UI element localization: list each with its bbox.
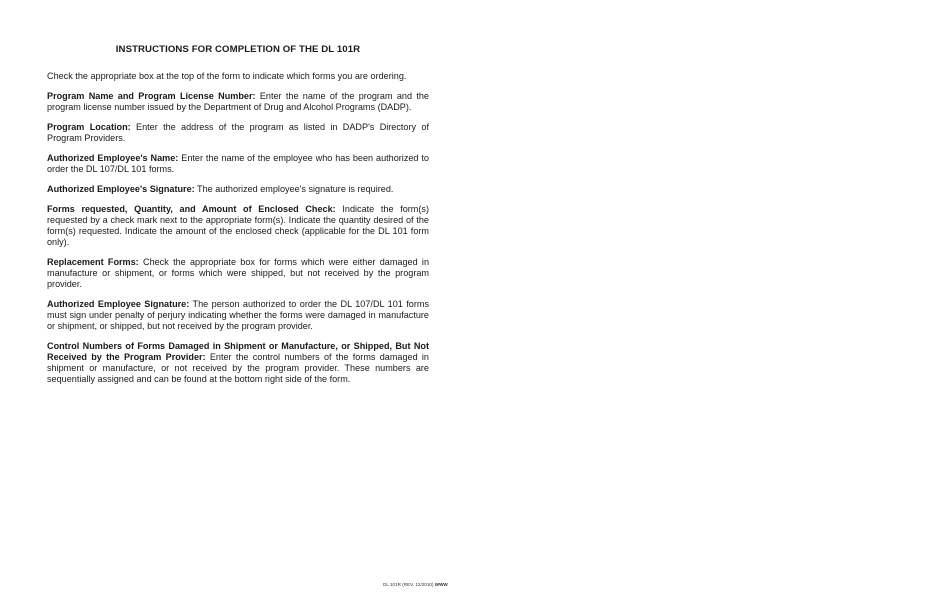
section-text: The authorized employee's signature is required. [194, 184, 394, 194]
instructions-page [47, 44, 429, 394]
footer-suffix: WWW [434, 582, 448, 587]
section-label: Control Numbers of Forms Damaged in Shipment or Manufacture, or Shipped, But Not Received by the Program Provider: [47, 341, 429, 362]
section-text: Enter the control numbers of the forms damaged in shipment or manufacture, or not received by the program provider. These numbers are sequentially assigned and can be found at the bottom right side of the form. [47, 352, 429, 384]
section-text: Enter the name of the employee who has been authorized to order the DL 107/DL 101 forms. [47, 153, 429, 174]
section-control-numbers [47, 341, 429, 385]
section-label: Program Name and Program License Number: [47, 91, 256, 101]
form-id: DL 101R (REV. 12/2010) [383, 582, 434, 587]
section-label: Authorized Employee's Signature: [47, 184, 195, 194]
section-text: Enter the name of the program and the program license number issued by the Department of Drug and Alcohol Programs (DADP). [47, 91, 429, 112]
section-program-location [47, 122, 429, 144]
section-text: Indicate the form(s) requested by a check mark next to the appropriate form(s). Indicate the quantity desired of the form(s) requested. Indicate the amount of the enclosed check (applicable for the DL 101 form only). [47, 204, 429, 247]
section-label: Replacement Forms: [47, 257, 139, 267]
page-title: INSTRUCTIONS FOR COMPLETION OF THE DL 101R [115, 44, 361, 55]
section-label: Authorized Employee Signature: [47, 299, 190, 309]
section-employee-signature [47, 184, 429, 195]
section-text: Enter the address of the program as listed in DADP's Directory of Program Providers. [47, 122, 429, 143]
section-replacement-forms [47, 257, 429, 290]
section-text: The person authorized to order the DL 107/DL 101 forms must sign under penalty of perjury indicating whether the forms were damaged in manufacture or shipment, or shipped, but not received by the program provider. [47, 299, 429, 331]
section-program-name [47, 91, 429, 113]
section-label: Forms requested, Quantity, and Amount of Enclosed Check: [47, 204, 336, 214]
section-employee-name [47, 153, 429, 175]
section-label: Program Location: [47, 122, 131, 132]
section-label: Authorized Employee's Name: [47, 153, 179, 163]
form-footer [383, 582, 448, 588]
intro-paragraph: Check the appropriate box at the top of the form to indicate which forms you are ordering. [47, 71, 407, 81]
section-forms-requested [47, 204, 429, 248]
section-authorized-signature [47, 299, 429, 332]
section-text: Check the appropriate box for forms which were either damaged in manufacture or shipment, or forms which were shipped, but not received by the program provider. [47, 257, 429, 289]
